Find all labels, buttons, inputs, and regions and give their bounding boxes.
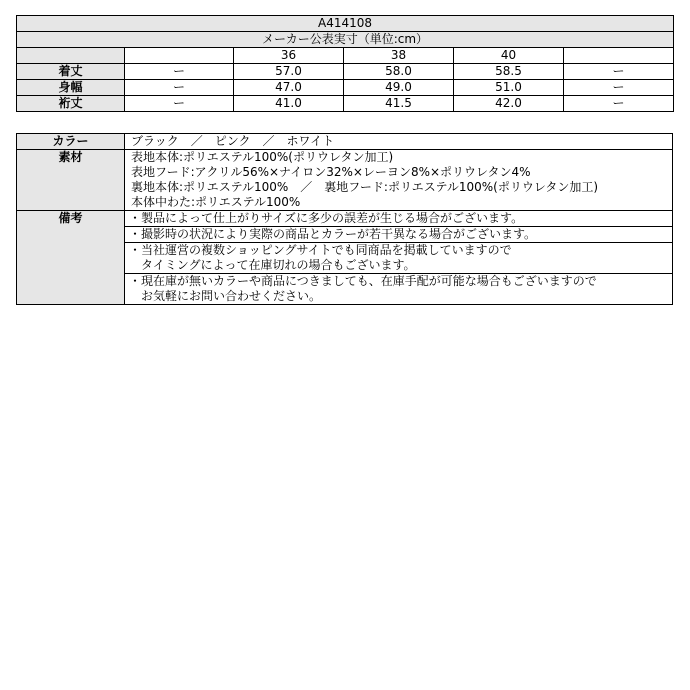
table-cell: 41.5	[344, 96, 454, 112]
material-row	[17, 150, 673, 211]
notes-label: 備考	[17, 211, 125, 305]
table-cell: ー	[125, 64, 234, 80]
note-line: お気軽にお問い合わせください。	[129, 289, 322, 303]
size-column-header	[564, 48, 674, 64]
note-line: ・当社運営の複数ショッピングサイトでも同商品を掲載していますので	[129, 243, 512, 257]
note-line: ・現在庫が無いカラーや商品につきましても、在庫手配が可能な場合もございますので	[129, 274, 597, 288]
size-header-corner	[17, 48, 125, 64]
table-cell: 41.0	[234, 96, 344, 112]
color-label: カラー	[17, 134, 125, 150]
table-cell: ー	[564, 64, 674, 80]
note-line: ・撮影時の状況により実際の商品とカラーが若干異なる場合がございます。	[129, 227, 537, 241]
size-table-subtitle: メーカー公表実寸（単位:cm）	[17, 32, 674, 48]
color-row	[17, 134, 673, 150]
note-item	[125, 211, 673, 227]
table-cell: 42.0	[454, 96, 564, 112]
size-column-header: 38	[344, 48, 454, 64]
table-cell: ー	[564, 80, 674, 96]
note-item	[125, 227, 673, 243]
note-item	[125, 243, 673, 274]
note-line: ・製品によって仕上がりサイズに多少の誤差が生じる場合がございます。	[129, 211, 524, 225]
material-value	[125, 150, 673, 211]
material-line: 裏地本体:ポリエステル100% ／ 裏地フード:ポリエステル100%(ポリウレタン加工)	[131, 180, 599, 194]
table-cell: ー	[125, 96, 234, 112]
size-column-header: 40	[454, 48, 564, 64]
note-row	[17, 211, 673, 227]
table-row	[17, 64, 674, 80]
row-label: 裄丈	[17, 96, 125, 112]
size-column-header	[125, 48, 234, 64]
table-cell: 47.0	[234, 80, 344, 96]
info-table	[16, 133, 673, 305]
material-line: 表地本体:ポリエステル100%(ポリウレタン加工)	[131, 150, 394, 164]
table-cell: 57.0	[234, 64, 344, 80]
table-cell: ー	[564, 96, 674, 112]
material-label: 素材	[17, 150, 125, 211]
row-label: 着丈	[17, 64, 125, 80]
table-cell: 58.5	[454, 64, 564, 80]
table-row	[17, 80, 674, 96]
size-header-row	[17, 48, 674, 64]
table-cell: 49.0	[344, 80, 454, 96]
color-value: ブラック ／ ピンク ／ ホワイト	[125, 134, 673, 150]
size-table	[16, 15, 674, 112]
table-cell: ー	[125, 80, 234, 96]
table-row	[17, 96, 674, 112]
note-line: タイミングによって在庫切れの場合もございます。	[129, 258, 416, 272]
size-column-header: 36	[234, 48, 344, 64]
material-line: 本体中わた:ポリエステル100%	[131, 195, 301, 209]
row-label: 身幅	[17, 80, 125, 96]
product-code: A414108	[17, 16, 674, 32]
table-cell: 51.0	[454, 80, 564, 96]
note-item	[125, 274, 673, 305]
material-line: 表地フード:アクリル56%×ナイロン32%×レーヨン8%×ポリウレタン4%	[131, 165, 531, 179]
table-cell: 58.0	[344, 64, 454, 80]
